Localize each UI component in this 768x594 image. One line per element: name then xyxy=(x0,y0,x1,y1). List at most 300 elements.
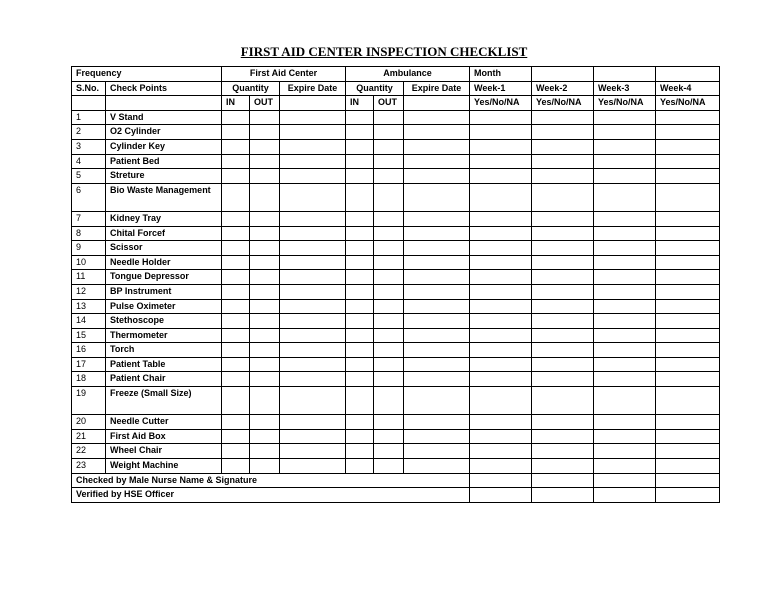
week-4-cell[interactable] xyxy=(656,169,720,184)
amb-out-cell[interactable] xyxy=(374,226,404,241)
fac-expire-date-label: Expire Date xyxy=(280,81,346,96)
week-4-cell[interactable] xyxy=(656,429,720,444)
fac-in-cell[interactable] xyxy=(222,415,250,430)
week-4-cell[interactable] xyxy=(656,444,720,459)
amb-expire-cell[interactable] xyxy=(404,299,470,314)
fac-out-cell[interactable] xyxy=(250,110,280,125)
week-4-cell[interactable] xyxy=(656,211,720,226)
fac-out-cell[interactable] xyxy=(250,211,280,226)
blank-cell xyxy=(404,96,470,111)
week-4-cell[interactable] xyxy=(656,357,720,372)
fac-in-cell[interactable] xyxy=(222,387,250,415)
table-row xyxy=(72,459,720,474)
fac-expire-cell[interactable] xyxy=(280,169,346,184)
amb-in-cell[interactable] xyxy=(346,314,374,329)
week-3-cell[interactable] xyxy=(594,314,656,329)
week-3-cell[interactable] xyxy=(594,387,656,415)
week-1-cell[interactable] xyxy=(470,139,532,154)
amb-in-cell[interactable] xyxy=(346,270,374,285)
week-2-cell[interactable] xyxy=(532,299,594,314)
amb-out-cell[interactable] xyxy=(374,154,404,169)
fac-in-cell[interactable] xyxy=(222,429,250,444)
week-3-cell[interactable] xyxy=(594,183,656,211)
amb-out-cell[interactable] xyxy=(374,270,404,285)
verified-by-row xyxy=(72,488,720,503)
week-2-label: Week-2 xyxy=(532,81,594,96)
week-2-cell[interactable] xyxy=(532,343,594,358)
amb-in-cell[interactable] xyxy=(346,284,374,299)
amb-expire-cell[interactable] xyxy=(404,110,470,125)
week-1-cell[interactable] xyxy=(470,154,532,169)
week-2-cell[interactable] xyxy=(532,154,594,169)
check-point-name: Kidney Tray xyxy=(106,211,222,226)
amb-expire-cell[interactable] xyxy=(404,357,470,372)
fac-expire-cell[interactable] xyxy=(280,328,346,343)
table-row xyxy=(72,343,720,358)
amb-in-cell[interactable] xyxy=(346,255,374,270)
week-3-cell[interactable] xyxy=(594,459,656,474)
week-3-cell[interactable] xyxy=(594,226,656,241)
fac-expire-cell[interactable] xyxy=(280,125,346,140)
fac-out-cell[interactable] xyxy=(250,372,280,387)
week-1-cell[interactable] xyxy=(470,357,532,372)
fac-expire-cell[interactable] xyxy=(280,139,346,154)
week-4-signature-cell[interactable] xyxy=(656,488,720,503)
fac-expire-cell[interactable] xyxy=(280,459,346,474)
week-1-cell[interactable] xyxy=(470,125,532,140)
week-3-cell[interactable] xyxy=(594,241,656,256)
fac-out-cell[interactable] xyxy=(250,415,280,430)
amb-expire-cell[interactable] xyxy=(404,211,470,226)
amb-expire-cell[interactable] xyxy=(404,154,470,169)
week-1-label: Week-1 xyxy=(470,81,532,96)
fac-out-cell[interactable] xyxy=(250,226,280,241)
fac-in-cell[interactable] xyxy=(222,125,250,140)
amb-out-cell[interactable] xyxy=(374,429,404,444)
fac-out-cell[interactable] xyxy=(250,459,280,474)
week-1-cell[interactable] xyxy=(470,387,532,415)
week-3-cell[interactable] xyxy=(594,139,656,154)
fac-expire-cell[interactable] xyxy=(280,270,346,285)
item-number: 22 xyxy=(72,444,106,459)
fac-expire-cell[interactable] xyxy=(280,211,346,226)
table-row xyxy=(72,154,720,169)
week-3-label: Week-3 xyxy=(594,81,656,96)
table-row xyxy=(72,357,720,372)
fac-in-cell[interactable] xyxy=(222,343,250,358)
month-cell[interactable] xyxy=(594,67,656,82)
week-1-cell[interactable] xyxy=(470,255,532,270)
table-row xyxy=(72,328,720,343)
inspection-checklist-table xyxy=(71,66,720,503)
week-2-cell[interactable] xyxy=(532,270,594,285)
amb-out-cell[interactable] xyxy=(374,169,404,184)
week-2-cell[interactable] xyxy=(532,387,594,415)
fac-in-cell[interactable] xyxy=(222,284,250,299)
week-1-cell[interactable] xyxy=(470,169,532,184)
item-number: 21 xyxy=(72,429,106,444)
check-point-name: Patient Chair xyxy=(106,372,222,387)
fac-out-cell[interactable] xyxy=(250,387,280,415)
table-row xyxy=(72,139,720,154)
week-1-cell[interactable] xyxy=(470,299,532,314)
week-3-cell[interactable] xyxy=(594,444,656,459)
fac-expire-cell[interactable] xyxy=(280,183,346,211)
amb-out-cell[interactable] xyxy=(374,387,404,415)
week-3-cell[interactable] xyxy=(594,357,656,372)
check-point-name: Needle Holder xyxy=(106,255,222,270)
fac-expire-cell[interactable] xyxy=(280,314,346,329)
amb-in-cell[interactable] xyxy=(346,226,374,241)
check-point-name: Needle Cutter xyxy=(106,415,222,430)
week-3-cell[interactable] xyxy=(594,169,656,184)
amb-out-cell[interactable] xyxy=(374,444,404,459)
week-4-cell[interactable] xyxy=(656,139,720,154)
amb-out-cell[interactable] xyxy=(374,255,404,270)
table-row xyxy=(72,211,720,226)
week-4-cell[interactable] xyxy=(656,125,720,140)
table-row xyxy=(72,372,720,387)
week-2-signature-cell[interactable] xyxy=(532,473,594,488)
verified-by-label: Verified by HSE Officer xyxy=(72,488,470,503)
amb-expire-cell[interactable] xyxy=(404,255,470,270)
amb-expire-cell[interactable] xyxy=(404,270,470,285)
table-row xyxy=(72,110,720,125)
item-number: 7 xyxy=(72,211,106,226)
week-2-cell[interactable] xyxy=(532,211,594,226)
fac-expire-cell[interactable] xyxy=(280,415,346,430)
week-4-cell[interactable] xyxy=(656,110,720,125)
amb-expire-cell[interactable] xyxy=(404,226,470,241)
fac-out-cell[interactable] xyxy=(250,299,280,314)
amb-expire-cell[interactable] xyxy=(404,459,470,474)
week-2-cell[interactable] xyxy=(532,444,594,459)
week-1-cell[interactable] xyxy=(470,183,532,211)
week-1-cell[interactable] xyxy=(470,444,532,459)
week-2-cell[interactable] xyxy=(532,169,594,184)
table-row xyxy=(72,169,720,184)
fac-expire-cell[interactable] xyxy=(280,444,346,459)
amb-out-label: OUT xyxy=(374,96,404,111)
checked-by-label: Checked by Male Nurse Name & Signature xyxy=(72,473,470,488)
week-3-cell[interactable] xyxy=(594,154,656,169)
amb-expire-cell[interactable] xyxy=(404,372,470,387)
week-4-cell[interactable] xyxy=(656,314,720,329)
week-2-cell[interactable] xyxy=(532,139,594,154)
check-point-name: Scissor xyxy=(106,241,222,256)
amb-expire-cell[interactable] xyxy=(404,125,470,140)
week-4-cell[interactable] xyxy=(656,387,720,415)
table-row xyxy=(72,183,720,211)
check-point-name: Freeze (Small Size) xyxy=(106,387,222,415)
table-row xyxy=(72,415,720,430)
week-3-cell[interactable] xyxy=(594,211,656,226)
week-4-cell[interactable] xyxy=(656,270,720,285)
fac-in-cell[interactable] xyxy=(222,211,250,226)
week-4-cell[interactable] xyxy=(656,284,720,299)
frequency-label: Frequency xyxy=(72,67,222,82)
fac-out-cell[interactable] xyxy=(250,314,280,329)
week-1-signature-cell[interactable] xyxy=(470,473,532,488)
week-2-cell[interactable] xyxy=(532,459,594,474)
week-2-cell[interactable] xyxy=(532,357,594,372)
fac-in-cell[interactable] xyxy=(222,357,250,372)
amb-expire-cell[interactable] xyxy=(404,387,470,415)
fac-expire-cell[interactable] xyxy=(280,387,346,415)
month-cell[interactable] xyxy=(656,67,720,82)
sno-label: S.No. xyxy=(72,81,106,96)
week-3-cell[interactable] xyxy=(594,284,656,299)
fac-in-cell[interactable] xyxy=(222,241,250,256)
amb-in-cell[interactable] xyxy=(346,139,374,154)
amb-expire-cell[interactable] xyxy=(404,429,470,444)
fac-out-cell[interactable] xyxy=(250,284,280,299)
amb-in-cell[interactable] xyxy=(346,372,374,387)
amb-expire-cell[interactable] xyxy=(404,284,470,299)
week-2-cell[interactable] xyxy=(532,110,594,125)
amb-in-cell[interactable] xyxy=(346,241,374,256)
fac-in-cell[interactable] xyxy=(222,154,250,169)
week-1-cell[interactable] xyxy=(470,270,532,285)
week-2-cell[interactable] xyxy=(532,125,594,140)
week-4-cell[interactable] xyxy=(656,459,720,474)
week-2-cell[interactable] xyxy=(532,284,594,299)
amb-out-cell[interactable] xyxy=(374,183,404,211)
item-number: 2 xyxy=(72,125,106,140)
header-row-3 xyxy=(72,96,720,111)
week-4-cell[interactable] xyxy=(656,299,720,314)
month-label: Month xyxy=(470,67,532,82)
fac-in-cell[interactable] xyxy=(222,270,250,285)
week-2-cell[interactable] xyxy=(532,328,594,343)
week-2-cell[interactable] xyxy=(532,415,594,430)
fac-expire-cell[interactable] xyxy=(280,284,346,299)
week-3-cell[interactable] xyxy=(594,372,656,387)
check-point-name: V Stand xyxy=(106,110,222,125)
fac-in-cell[interactable] xyxy=(222,169,250,184)
first-aid-center-label: First Aid Center xyxy=(222,67,346,82)
amb-in-cell[interactable] xyxy=(346,169,374,184)
amb-in-cell[interactable] xyxy=(346,415,374,430)
fac-expire-cell[interactable] xyxy=(280,255,346,270)
amb-out-cell[interactable] xyxy=(374,284,404,299)
fac-in-cell[interactable] xyxy=(222,183,250,211)
week-2-cell[interactable] xyxy=(532,372,594,387)
fac-expire-cell[interactable] xyxy=(280,343,346,358)
amb-out-cell[interactable] xyxy=(374,415,404,430)
week-1-cell[interactable] xyxy=(470,328,532,343)
fac-expire-cell[interactable] xyxy=(280,299,346,314)
fac-expire-cell[interactable] xyxy=(280,241,346,256)
week-3-cell[interactable] xyxy=(594,299,656,314)
amb-out-cell[interactable] xyxy=(374,459,404,474)
week-4-cell[interactable] xyxy=(656,154,720,169)
amb-expire-cell[interactable] xyxy=(404,241,470,256)
check-point-name: Weight Machine xyxy=(106,459,222,474)
amb-expire-cell[interactable] xyxy=(404,444,470,459)
amb-in-cell[interactable] xyxy=(346,459,374,474)
amb-in-cell[interactable] xyxy=(346,211,374,226)
fac-out-cell[interactable] xyxy=(250,154,280,169)
amb-out-cell[interactable] xyxy=(374,328,404,343)
fac-out-cell[interactable] xyxy=(250,357,280,372)
header-row-2 xyxy=(72,81,720,96)
fac-in-cell[interactable] xyxy=(222,372,250,387)
week-1-cell[interactable] xyxy=(470,415,532,430)
amb-in-cell[interactable] xyxy=(346,125,374,140)
amb-out-cell[interactable] xyxy=(374,314,404,329)
week-3-options: Yes/No/NA xyxy=(594,96,656,111)
amb-in-cell[interactable] xyxy=(346,328,374,343)
fac-expire-cell[interactable] xyxy=(280,372,346,387)
fac-expire-cell[interactable] xyxy=(280,110,346,125)
amb-out-cell[interactable] xyxy=(374,110,404,125)
fac-in-cell[interactable] xyxy=(222,444,250,459)
table-row xyxy=(72,270,720,285)
fac-out-cell[interactable] xyxy=(250,444,280,459)
amb-in-cell[interactable] xyxy=(346,183,374,211)
fac-expire-cell[interactable] xyxy=(280,357,346,372)
week-2-signature-cell[interactable] xyxy=(532,488,594,503)
fac-in-cell[interactable] xyxy=(222,314,250,329)
week-1-cell[interactable] xyxy=(470,110,532,125)
check-points-label: Check Points xyxy=(106,81,222,96)
week-2-cell[interactable] xyxy=(532,183,594,211)
week-1-cell[interactable] xyxy=(470,284,532,299)
item-number: 10 xyxy=(72,255,106,270)
amb-out-cell[interactable] xyxy=(374,357,404,372)
amb-out-cell[interactable] xyxy=(374,241,404,256)
week-1-cell[interactable] xyxy=(470,343,532,358)
amb-in-cell[interactable] xyxy=(346,387,374,415)
fac-in-cell[interactable] xyxy=(222,328,250,343)
amb-expire-cell[interactable] xyxy=(404,314,470,329)
header-row-1 xyxy=(72,67,720,82)
fac-in-cell[interactable] xyxy=(222,226,250,241)
amb-expire-cell[interactable] xyxy=(404,343,470,358)
week-3-cell[interactable] xyxy=(594,270,656,285)
amb-in-cell[interactable] xyxy=(346,429,374,444)
week-4-label: Week-4 xyxy=(656,81,720,96)
fac-expire-cell[interactable] xyxy=(280,154,346,169)
week-4-cell[interactable] xyxy=(656,255,720,270)
page-title: FIRST AID CENTER INSPECTION CHECKLIST xyxy=(240,44,528,59)
week-3-cell[interactable] xyxy=(594,255,656,270)
amb-in-cell[interactable] xyxy=(346,154,374,169)
fac-out-cell[interactable] xyxy=(250,429,280,444)
week-3-cell[interactable] xyxy=(594,415,656,430)
amb-out-cell[interactable] xyxy=(374,139,404,154)
week-3-cell[interactable] xyxy=(594,343,656,358)
week-2-cell[interactable] xyxy=(532,255,594,270)
week-4-cell[interactable] xyxy=(656,372,720,387)
week-3-cell[interactable] xyxy=(594,429,656,444)
fac-in-cell[interactable] xyxy=(222,459,250,474)
month-cell[interactable] xyxy=(532,67,594,82)
fac-in-cell[interactable] xyxy=(222,139,250,154)
week-1-cell[interactable] xyxy=(470,211,532,226)
week-4-cell[interactable] xyxy=(656,183,720,211)
amb-out-cell[interactable] xyxy=(374,372,404,387)
week-3-cell[interactable] xyxy=(594,110,656,125)
week-1-cell[interactable] xyxy=(470,459,532,474)
check-point-name: Tongue Depressor xyxy=(106,270,222,285)
amb-in-cell[interactable] xyxy=(346,343,374,358)
amb-in-cell[interactable] xyxy=(346,110,374,125)
fac-expire-cell[interactable] xyxy=(280,429,346,444)
week-4-signature-cell[interactable] xyxy=(656,473,720,488)
item-number: 8 xyxy=(72,226,106,241)
week-1-cell[interactable] xyxy=(470,314,532,329)
item-number: 4 xyxy=(72,154,106,169)
amb-expire-cell[interactable] xyxy=(404,139,470,154)
amb-out-cell[interactable] xyxy=(374,343,404,358)
week-1-cell[interactable] xyxy=(470,241,532,256)
fac-out-cell[interactable] xyxy=(250,343,280,358)
amb-in-cell[interactable] xyxy=(346,299,374,314)
week-2-cell[interactable] xyxy=(532,226,594,241)
item-number: 23 xyxy=(72,459,106,474)
fac-out-cell[interactable] xyxy=(250,183,280,211)
amb-out-cell[interactable] xyxy=(374,125,404,140)
table-row xyxy=(72,429,720,444)
fac-expire-cell[interactable] xyxy=(280,226,346,241)
week-1-cell[interactable] xyxy=(470,372,532,387)
amb-in-cell[interactable] xyxy=(346,357,374,372)
item-number: 16 xyxy=(72,343,106,358)
table-row xyxy=(72,125,720,140)
fac-out-cell[interactable] xyxy=(250,241,280,256)
fac-in-cell[interactable] xyxy=(222,255,250,270)
item-number: 1 xyxy=(72,110,106,125)
week-4-cell[interactable] xyxy=(656,343,720,358)
amb-expire-cell[interactable] xyxy=(404,183,470,211)
week-4-options: Yes/No/NA xyxy=(656,96,720,111)
check-point-name: Patient Table xyxy=(106,357,222,372)
fac-in-cell[interactable] xyxy=(222,110,250,125)
week-1-cell[interactable] xyxy=(470,226,532,241)
week-4-cell[interactable] xyxy=(656,415,720,430)
week-4-cell[interactable] xyxy=(656,241,720,256)
fac-out-cell[interactable] xyxy=(250,270,280,285)
amb-out-cell[interactable] xyxy=(374,299,404,314)
week-3-signature-cell[interactable] xyxy=(594,488,656,503)
fac-out-cell[interactable] xyxy=(250,255,280,270)
fac-out-cell[interactable] xyxy=(250,169,280,184)
fac-in-cell[interactable] xyxy=(222,299,250,314)
fac-out-cell[interactable] xyxy=(250,328,280,343)
week-4-cell[interactable] xyxy=(656,226,720,241)
amb-expire-cell[interactable] xyxy=(404,169,470,184)
week-3-signature-cell[interactable] xyxy=(594,473,656,488)
amb-expire-cell[interactable] xyxy=(404,328,470,343)
week-2-cell[interactable] xyxy=(532,314,594,329)
week-1-signature-cell[interactable] xyxy=(470,488,532,503)
week-3-cell[interactable] xyxy=(594,328,656,343)
fac-out-cell[interactable] xyxy=(250,139,280,154)
item-number: 12 xyxy=(72,284,106,299)
item-number: 6 xyxy=(72,183,106,211)
week-4-cell[interactable] xyxy=(656,328,720,343)
fac-out-cell[interactable] xyxy=(250,125,280,140)
week-1-cell[interactable] xyxy=(470,429,532,444)
week-3-cell[interactable] xyxy=(594,125,656,140)
week-2-cell[interactable] xyxy=(532,241,594,256)
amb-out-cell[interactable] xyxy=(374,211,404,226)
week-2-cell[interactable] xyxy=(532,429,594,444)
amb-in-cell[interactable] xyxy=(346,444,374,459)
amb-expire-cell[interactable] xyxy=(404,415,470,430)
